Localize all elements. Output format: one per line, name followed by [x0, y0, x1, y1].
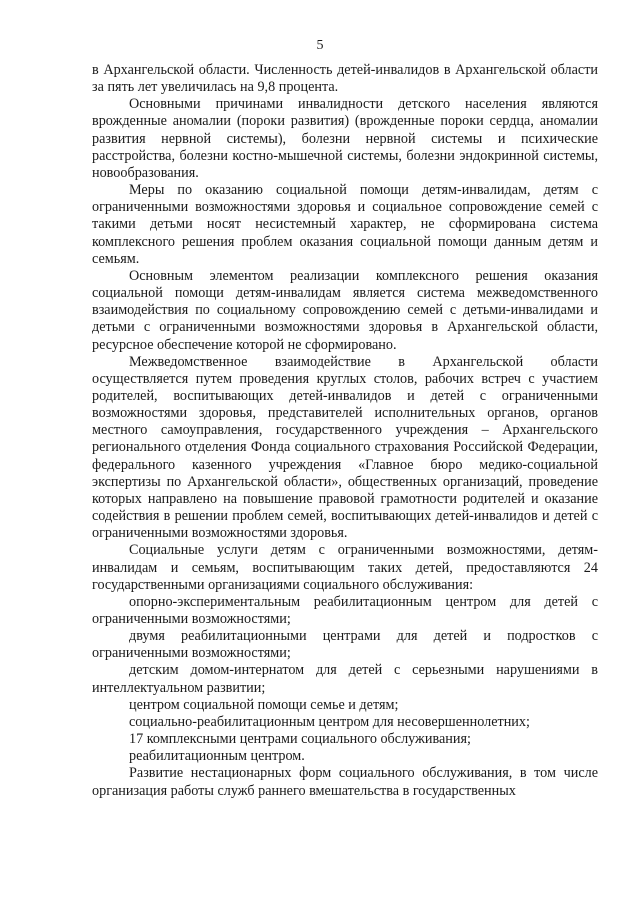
paragraph-interagency-system: Основным элементом реализации комплексного решения оказания социальной помощи детям-инвалидам является система межведомственного взаимодействия по социальному сопровождению семей с детьми-инвалидами и детьми с ограниченными возможностями здоровья в Архангельской области, ресурсное обеспечение которой не сформировано. — [92, 267, 598, 353]
list-item-minors-center: социально-реабилитационным центром для несовершеннолетних; — [129, 713, 530, 730]
paragraph-nonstationary-forms: Развитие нестационарных форм социального обслуживания, в том числе организация работы служб раннего вмешательства в государственных — [92, 765, 598, 799]
list-item-family-center: центром социальной помощи семье и детям; — [129, 696, 399, 713]
list-item-rehab-center: реабилитационным центром. — [129, 748, 305, 765]
list-item-experimental-center: опорно-экспериментальным реабилитационным центром для детей с ограниченными возможностями; — [92, 593, 598, 627]
list-item-complex-centers: 17 комплексными центрами социального обслуживания; — [129, 731, 471, 748]
page-number: 5 — [316, 38, 324, 53]
list-item-rehab-centers: двумя реабилитационными центрами для детей и подростков с ограниченными возможностями; — [92, 628, 598, 662]
paragraph-support-measures: Меры по оказанию социальной помощи детям-инвалидам, детям с ограниченными возможностями здоровья и социальное сопровождение семей с такими детьми носят несистемный характер, не сформирована система комплексного решения проблем оказания социальной помощи данным детям и семьям. — [92, 182, 598, 267]
paragraph-social-services: Социальные услуги детям с ограниченными возможностями, детям-инвалидам и семьям, воспитывающим таких детей, предоставляются 24 государственными организациями социального обслуживания: — [92, 542, 598, 593]
paragraph-disability-causes: Основными причинами инвалидности детского населения являются врожденные аномалии (пороки развития) (врожденные пороки сердца, аномалии развития нервной системы), болезни нервной системы и психические расстройства, болезни костно-мышечной системы, болезни эндокринной системы, новообразования. — [92, 96, 598, 181]
paragraph-continuation: в Архангельской области. Численность детей-инвалидов в Архангельской области за пять лет увеличилась на 9,8 процента. — [92, 62, 598, 96]
document-body — [92, 62, 598, 800]
paragraph-interagency-cooperation: Межведомственное взаимодействие в Архангельской области осуществляется путем проведения круглых столов, рабочих встреч с участием родителей, воспитывающих детей-инвалидов и детей с ограниченными возможностями здоровья, представителей исполнительных органов, органов местного самоуправления, государственного учреждения – Архангельского регионального отделения Фонда социального страхования Российской Федерации, федерального казенного учреждения «Главное бюро медико-социальной экспертизы по Архангельской области», общественных организаций, проведение которых направлено на повышение правовой грамотности родителей и оказание содействия в решении проблем семей, воспитывающих детей-инвалидов и детей с ограниченными возможностями здоровья. — [92, 353, 598, 542]
list-item-boarding-home: детским домом-интернатом для детей с серьезными нарушениями в интеллектуальном развитии; — [92, 662, 598, 696]
